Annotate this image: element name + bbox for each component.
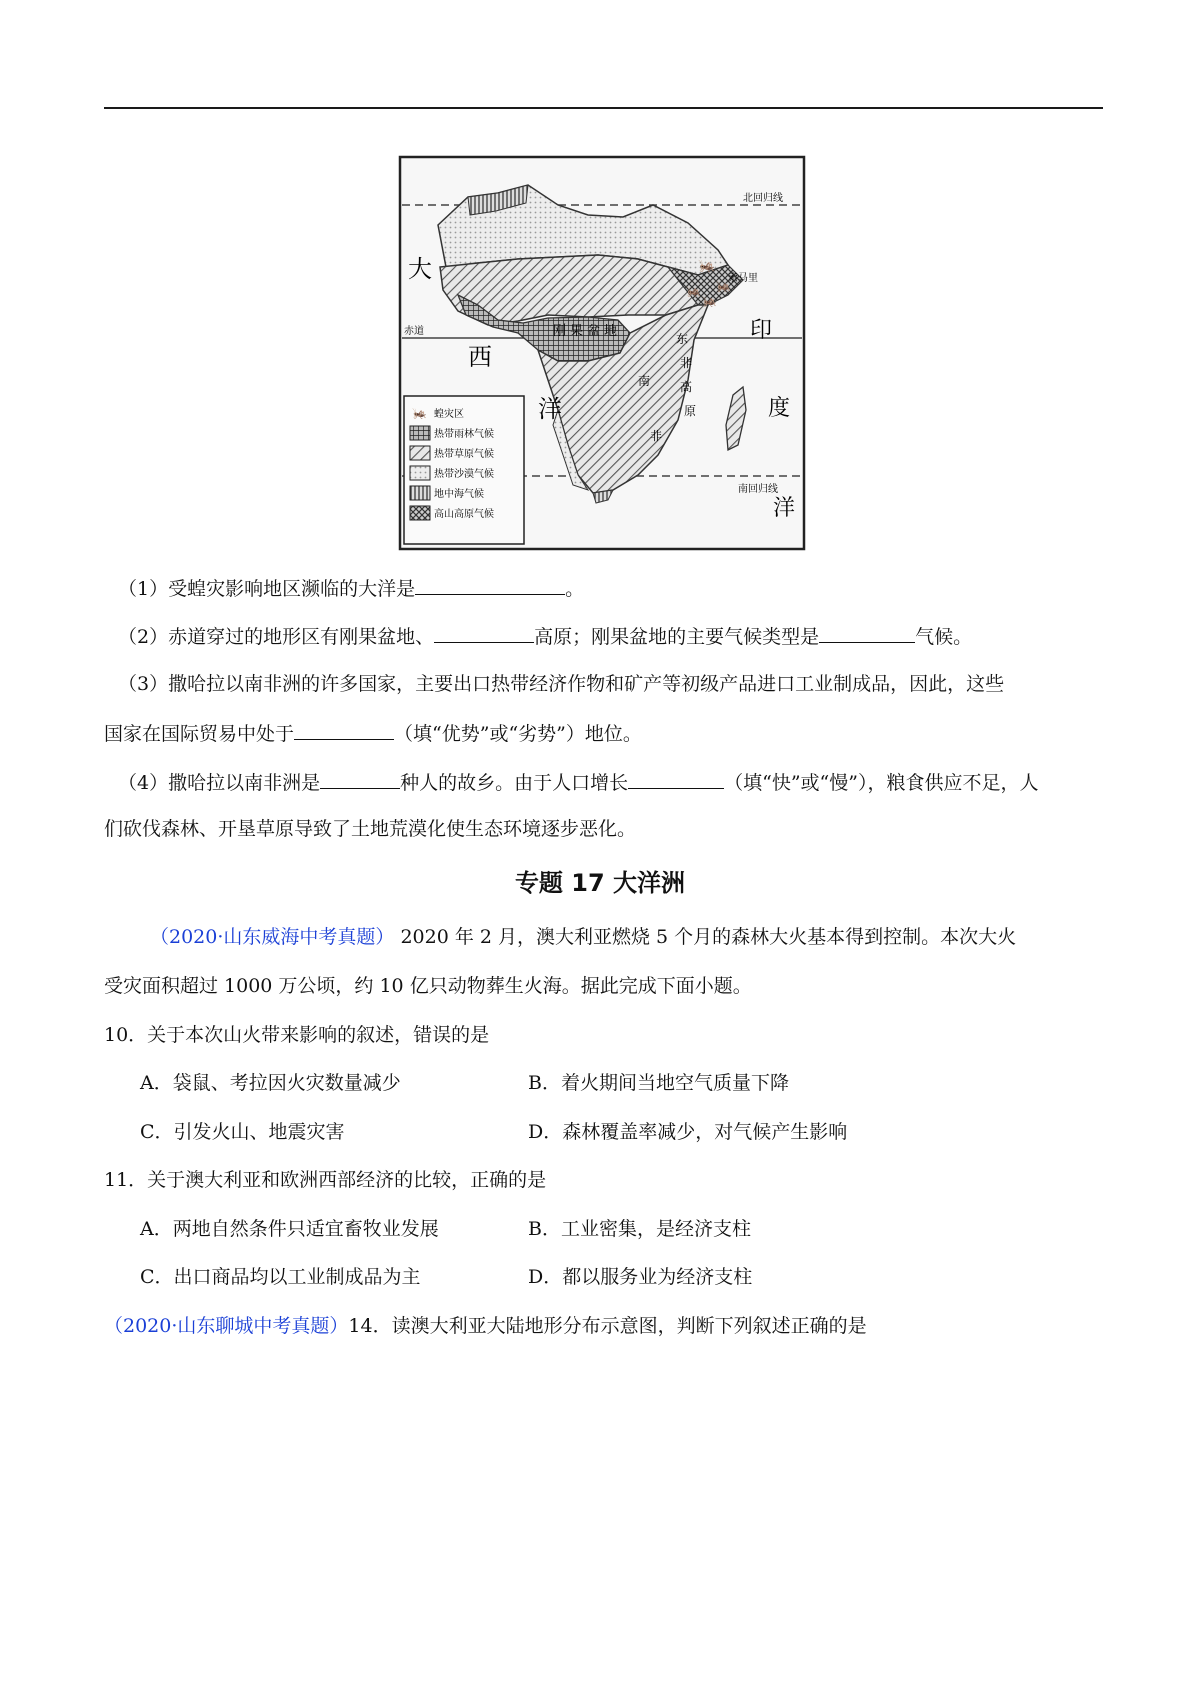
q2-text-a: （2）赤道穿过的地形区有刚果盆地、 xyxy=(118,626,435,648)
q4-answer-blank-2[interactable] xyxy=(628,766,724,789)
q10-stem: 10．关于本次山火带来影响的叙述，错误的是 xyxy=(104,1024,490,1046)
q3-answer-blank[interactable] xyxy=(294,717,394,740)
map-legend xyxy=(404,396,524,544)
region-label-somalia: 索马里 xyxy=(728,273,758,284)
q1-text: （1）受蝗灾影响地区濒临的大洋是 xyxy=(118,578,416,600)
q11-stem: 11．关于澳大利亚和欧洲西部经济的比较，正确的是 xyxy=(104,1169,547,1191)
indian-char-1: 印 xyxy=(750,318,773,343)
q2-answer-blank-1[interactable] xyxy=(434,620,534,643)
intro-text-1: 2020 年 2 月，澳大利亚燃烧 5 个月的森林大火基本得到控制。本次大火 xyxy=(394,926,1017,948)
question-3-line-2 xyxy=(104,717,642,749)
q14-source: （2020·山东聊城中考真题） xyxy=(104,1315,349,1337)
svg-text:🦗: 🦗 xyxy=(686,284,701,298)
q1-answer-blank[interactable] xyxy=(415,572,565,595)
equator-label: 赤道 xyxy=(404,326,424,337)
q2-answer-blank-2[interactable] xyxy=(819,620,915,643)
legend-locust-icon: 🦗 xyxy=(412,406,427,420)
intro-line-2 xyxy=(104,971,752,1001)
region-label-yuan: 原 xyxy=(684,404,697,418)
region-label-guo: 果 xyxy=(570,324,584,339)
region-label-gao: 高 xyxy=(680,380,693,394)
q2-text-b: 高原；刚果盆地的主要气候类型是 xyxy=(534,626,820,648)
legend-label-3: 热带沙漠气候 xyxy=(434,469,494,480)
region-label-nan: 南 xyxy=(638,374,651,388)
q4-answer-blank-1[interactable] xyxy=(320,766,400,789)
intro-source: （2020·山东威海中考真题） xyxy=(150,926,395,948)
indian-char-3: 洋 xyxy=(773,496,796,521)
q3-text-a: （3）撒哈拉以南非洲的许多国家，主要出口热带经济作物和矿产等初级产品进口工业制成品，因此，这些 xyxy=(118,673,1005,695)
region-label-gang: 刚 xyxy=(553,324,567,339)
atlantic-char-1: 大 xyxy=(408,255,432,283)
q10-option-c[interactable]: C．引发火山、地震灾害 xyxy=(140,1121,345,1143)
intro-text-2: 受灾面积超过 1000 万公顷，约 10 亿只动物葬生火海。据此完成下面小题。 xyxy=(104,975,752,997)
q14-line xyxy=(104,1311,867,1341)
q4-text-a: （4）撒哈拉以南非洲是 xyxy=(118,772,321,794)
legend-label-5: 高山高原气候 xyxy=(434,509,494,520)
question-2 xyxy=(118,620,972,652)
svg-text:🦗: 🦗 xyxy=(698,258,716,274)
q11-option-a[interactable]: A．两地自然条件只适宜畜牧业发展 xyxy=(140,1218,439,1240)
legend-label-0: 蝗灾区 xyxy=(434,409,464,420)
q1-end: 。 xyxy=(565,578,585,600)
q10-option-b[interactable]: B．着火期间当地空气质量下降 xyxy=(528,1072,789,1094)
region-label-fei2: 非 xyxy=(650,429,663,443)
south-tropic-label: 南回归线 xyxy=(738,484,778,495)
intro-line-1 xyxy=(150,922,1016,952)
q11-option-b[interactable]: B．工业密集，是经济支柱 xyxy=(528,1218,751,1240)
q3-text-c: （填“优势”或“劣势”）地位。 xyxy=(394,723,642,745)
q3-text-b: 国家在国际贸易中处于 xyxy=(104,723,295,745)
atlantic-char-2: 西 xyxy=(468,343,492,371)
question-1 xyxy=(118,572,584,604)
q2-text-c: 气候。 xyxy=(915,626,973,648)
legend-label-1: 热带雨林气候 xyxy=(434,429,494,440)
section-title: 专题 17 大洋洲 xyxy=(514,869,686,897)
legend-label-4: 地中海气候 xyxy=(434,489,484,500)
indian-char-2: 度 xyxy=(768,396,791,421)
question-4-line-1 xyxy=(118,766,1038,798)
question-3-line-1 xyxy=(118,669,1004,699)
legend-label-2: 热带草原气候 xyxy=(434,449,494,460)
q4-text-b: 种人的故乡。由于人口增长 xyxy=(400,772,629,794)
q10-option-d[interactable]: D．森林覆盖率减少，对气候产生影响 xyxy=(528,1121,848,1143)
region-label-dong: 东 xyxy=(676,332,689,346)
q14-text: 14．读澳大利亚大陆地形分布示意图，判断下列叙述正确的是 xyxy=(348,1315,867,1337)
q10-option-a[interactable]: A．袋鼠、考拉因火灾数量减少 xyxy=(140,1072,401,1094)
q11-option-c[interactable]: C．出口商品均以工业制成品为主 xyxy=(140,1266,421,1288)
region-label-pen: 盆 xyxy=(587,324,601,339)
region-label-fei: 非 xyxy=(680,356,693,370)
region-label-di: 地 xyxy=(604,324,618,339)
header-rule xyxy=(104,107,1103,109)
q11-option-d[interactable]: D．都以服务业为经济支柱 xyxy=(528,1266,753,1288)
question-4-line-2 xyxy=(104,814,636,844)
svg-text:🦗: 🦗 xyxy=(702,294,717,308)
atlantic-char-3: 洋 xyxy=(538,395,562,423)
svg-text:🦗: 🦗 xyxy=(716,279,731,293)
north-tropic-label: 北回归线 xyxy=(743,193,783,204)
africa-climate-map xyxy=(398,155,806,551)
q4-text-d: 们砍伐森林、开垦草原导致了土地荒漠化使生态环境逐步恶化。 xyxy=(104,818,637,840)
q4-text-c: （填“快”或“慢”），粮食供应不足，人 xyxy=(724,772,1039,794)
